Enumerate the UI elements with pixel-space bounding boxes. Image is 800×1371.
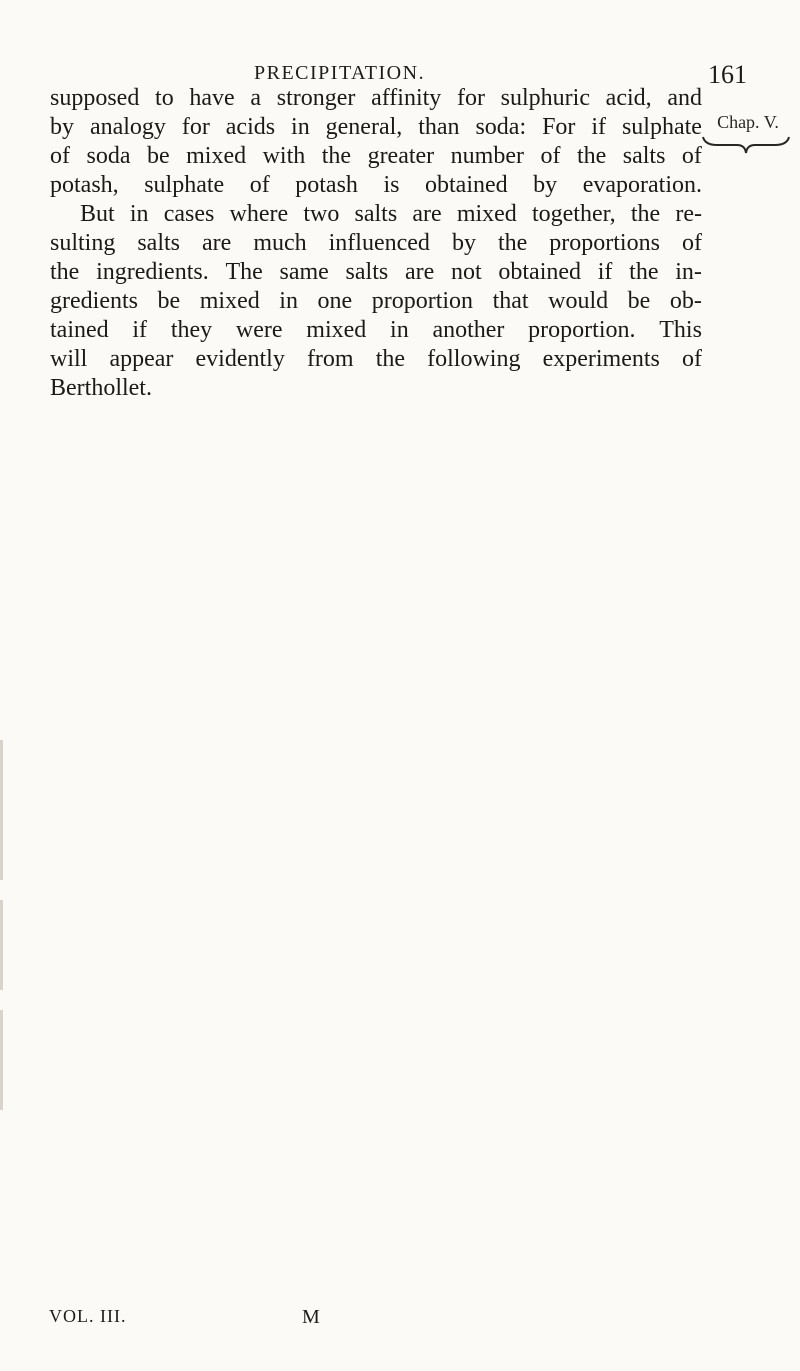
text-line: But in cases where two salts are mixed together, the re-: [80, 201, 702, 227]
gathering-signature: M: [302, 1306, 320, 1328]
running-head: PRECIPITATION.: [254, 62, 426, 84]
text-line: sulting salts are much influenced by the proportions of: [50, 230, 702, 256]
body-text: [50, 84, 702, 403]
page-edge-mark: [0, 900, 3, 990]
text-line: by analogy for acids in general, than soda: For if sulphate: [50, 114, 702, 140]
text-line: of soda be mixed with the greater number of the salts of: [50, 143, 702, 169]
margin-brace: [699, 135, 793, 155]
page-number: 161: [708, 60, 747, 89]
page-edge-mark: [0, 1010, 3, 1110]
page-edge-mark: [0, 740, 3, 880]
margin-note: Chap. V.: [717, 112, 779, 132]
volume-signature: VOL. III.: [49, 1306, 127, 1326]
text-line: gredients be mixed in one proportion that would be ob-: [50, 288, 702, 314]
text-line: the ingredients. The same salts are not obtained if the in-: [50, 259, 702, 285]
text-line: tained if they were mixed in another proportion. This: [50, 317, 702, 343]
text-line: will appear evidently from the following experiments of: [50, 346, 702, 372]
text-line: Berthollet.: [50, 375, 152, 401]
text-line: potash, sulphate of potash is obtained by evaporation.: [50, 172, 702, 198]
text-line: supposed to have a stronger affinity for sulphuric acid, and: [50, 85, 702, 111]
